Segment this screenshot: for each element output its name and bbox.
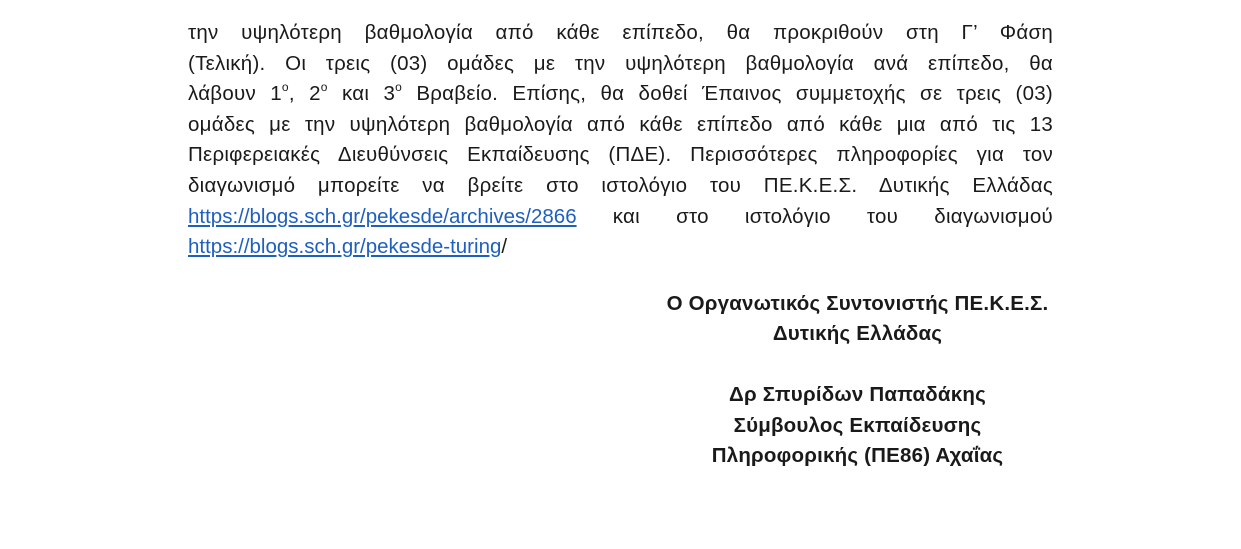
ordinal-superscript-2: ο (320, 80, 328, 95)
signature-region: Δυτικής Ελλάδας (772, 322, 943, 345)
line3-pre: λάβουν 1 (188, 82, 282, 106)
turing-blog-link[interactable]: https://blogs.sch.gr/pekesde-turing (188, 235, 502, 259)
line3-mid1: , 2 (288, 82, 321, 106)
paragraph-line-3 (188, 79, 1053, 110)
line3-mid2: και 3 (327, 82, 396, 106)
paragraph-line-6: διαγωνισμό μπορείτε να βρείτε στο ιστολόγιο του ΠΕ.Κ.Ε.Σ. Δυτικής Ελλάδας (188, 173, 1053, 197)
paragraph-line-8 (188, 232, 1053, 263)
ordinal-superscript-3: ο (395, 80, 403, 95)
archives-link[interactable]: https://blogs.sch.gr/pekesde/archives/2866 (188, 204, 577, 228)
paragraph-line-2: (Τελική). Οι τρεις (03) ομάδες με την υψηλότερη βαθμολογία ανά επίπεδο, θα (188, 51, 1053, 75)
paragraph-line-4: ομάδες με την υψηλότερη βαθμολογία από κάθε επίπεδο από κάθε μια από τις 13 (188, 112, 1053, 136)
paragraph-line-7 (188, 202, 1053, 233)
line3-post: Βραβείο. Επίσης, θα δοθεί Έπαινος συμμετοχής σε τρεις (03) (402, 82, 1053, 106)
signature-name: Δρ Σπυρίδων Παπαδάκης (729, 383, 986, 406)
ordinal-superscript-1: ο (281, 80, 289, 95)
line8-tail: / (501, 235, 508, 259)
paragraph-line-1: την υψηλότερη βαθμολογία από κάθε επίπεδο, θα προκριθούν στη Γ’ Φάση (188, 21, 1053, 44)
body-paragraph (188, 18, 1053, 263)
signature-specialty: Πληροφορικής (ΠΕ86) Αχαΐας (711, 444, 1004, 467)
signature-title: Σύμβουλος Εκπαίδευσης (733, 414, 982, 437)
signature-role: Ο Οργανωτικός Συντονιστής ΠΕ.Κ.Ε.Σ. (666, 292, 1049, 315)
paragraph-line-5: Περιφερειακές Διευθύνσεις Εκπαίδευσης (ΠΔΕ). Περισσότερες πληροφορίες για τον (188, 143, 1053, 167)
line7-text: και στο ιστολόγιο του διαγωνισμού (576, 204, 1053, 228)
